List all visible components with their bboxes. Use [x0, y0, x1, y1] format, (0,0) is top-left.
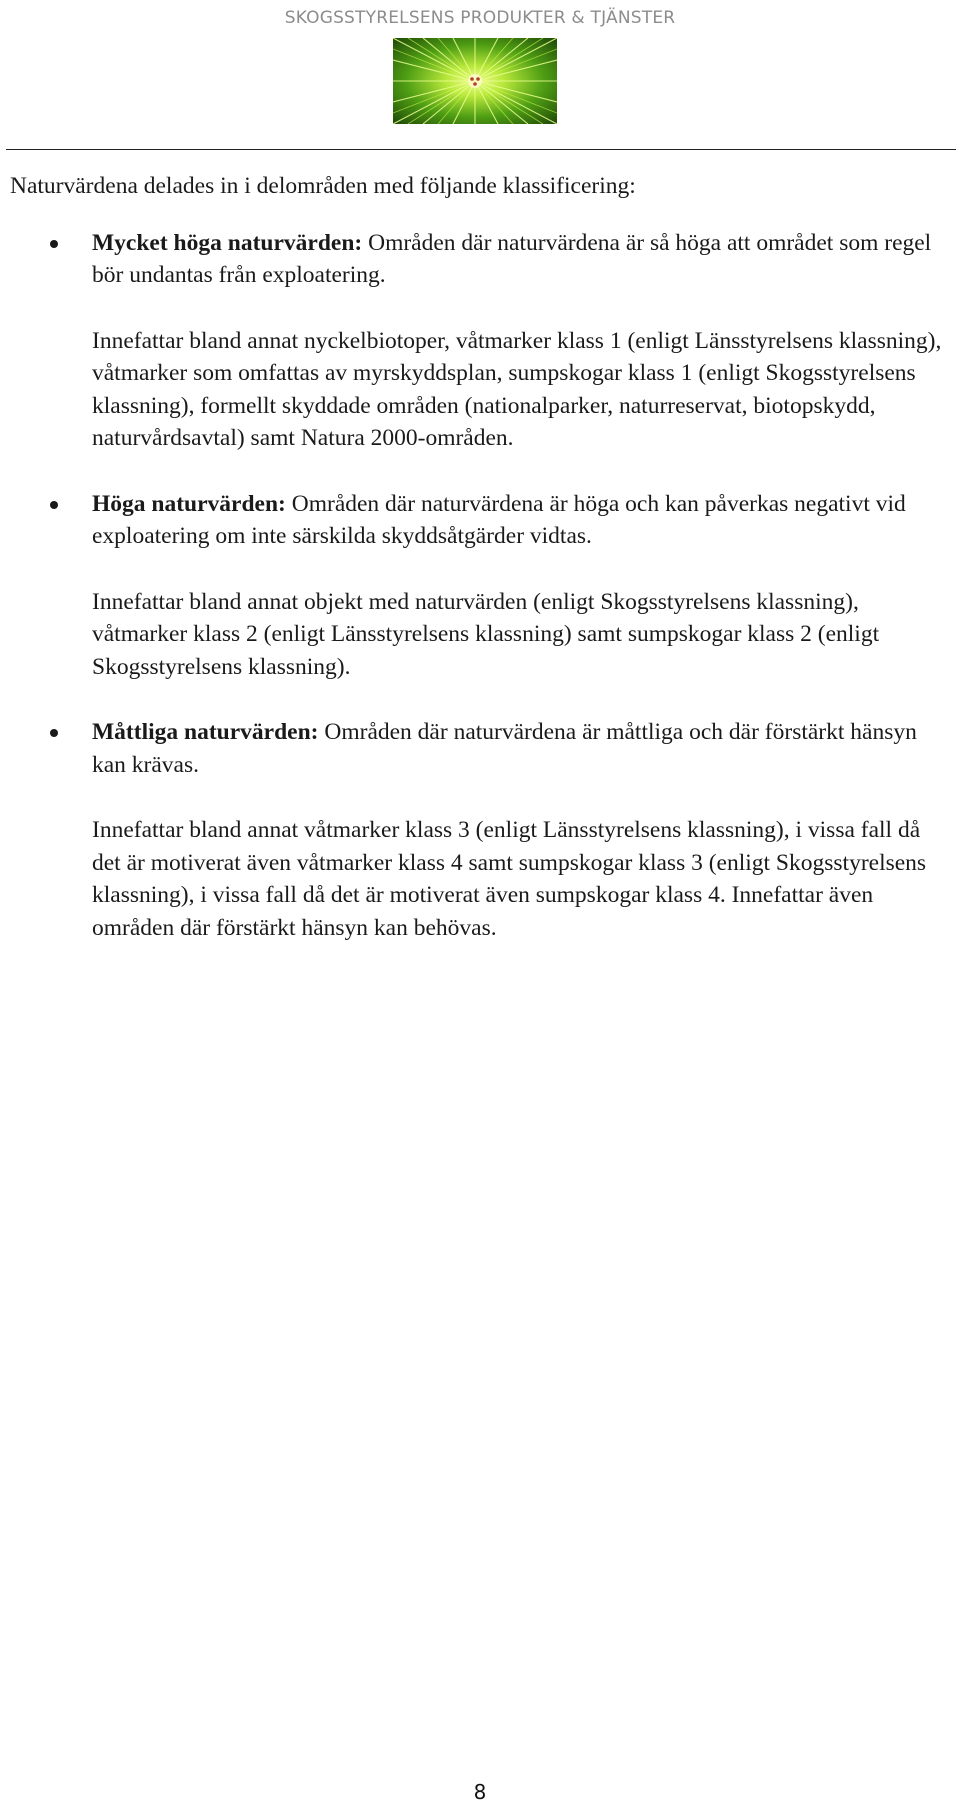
header-divider — [6, 149, 956, 150]
header-title: SKOGSSTYRELSENS PRODUKTER & TJÄNSTER — [284, 8, 676, 28]
pine-needle-photo — [393, 38, 557, 124]
item-lead-paragraph — [92, 488, 945, 553]
item-lead-paragraph — [92, 227, 945, 292]
list-item — [10, 227, 945, 455]
item-term: Mycket höga naturvärden: — [92, 229, 363, 256]
item-term: Måttliga naturvärden: — [92, 719, 319, 745]
item-lead-text: Områden där naturvärdena är så höga att området som regel bör undantas från exploatering. — [92, 229, 932, 288]
bullet-icon — [50, 501, 58, 509]
list-item — [10, 488, 945, 684]
item-detail-paragraph: Innefattar bland annat objekt med naturvärden (enligt Skogsstyrelsens klassning), våtmarker klass 2 (enligt Länsstyrelsens klassning) samt sumpskogar klass 2 (enligt Skogsstyrelsens klassning). — [92, 588, 880, 680]
list-item — [10, 716, 945, 944]
document-body — [10, 170, 945, 977]
bullet-icon — [50, 729, 58, 737]
intro-paragraph: Naturvärdena delades in i delområden med följande klassificering: — [10, 173, 636, 199]
item-term: Höga naturvärden: — [92, 490, 286, 517]
page-number: 8 — [473, 1780, 487, 1804]
item-lead-text: Områden där naturvärdena är höga och kan påverkas negativt vid exploatering om inte särskilda skyddsåtgärder vidtas. — [92, 490, 906, 549]
bullet-icon — [50, 240, 58, 248]
item-detail-paragraph: Innefattar bland annat nyckelbiotoper, våtmarker klass 1 (enligt Länsstyrelsens klassning), våtmarker som omfattas av myrskyddsplan, sumpskogar klass 1 (enligt Skogsstyrelsens klassning), formellt skyddade områden (nationalparker, naturreservat, biotopskydd, naturvårdsavtal) samt Natura 2000-områden. — [92, 327, 942, 451]
item-lead-paragraph — [92, 716, 945, 781]
item-detail-paragraph: Innefattar bland annat våtmarker klass 3 (enligt Länsstyrelsens klassning), i vissa fall då det är motiverat även våtmarker klass 4 samt sumpskogar klass 3 (enligt Skogsstyrelsens klassning), i vissa fall då det är motiverat även sumpskogar klass 4. Innefattar även områden där förstärkt hänsyn kan behövas. — [92, 817, 927, 941]
item-lead-text: Områden där naturvärdena är måttliga och där förstärkt hänsyn kan krävas. — [92, 719, 917, 778]
